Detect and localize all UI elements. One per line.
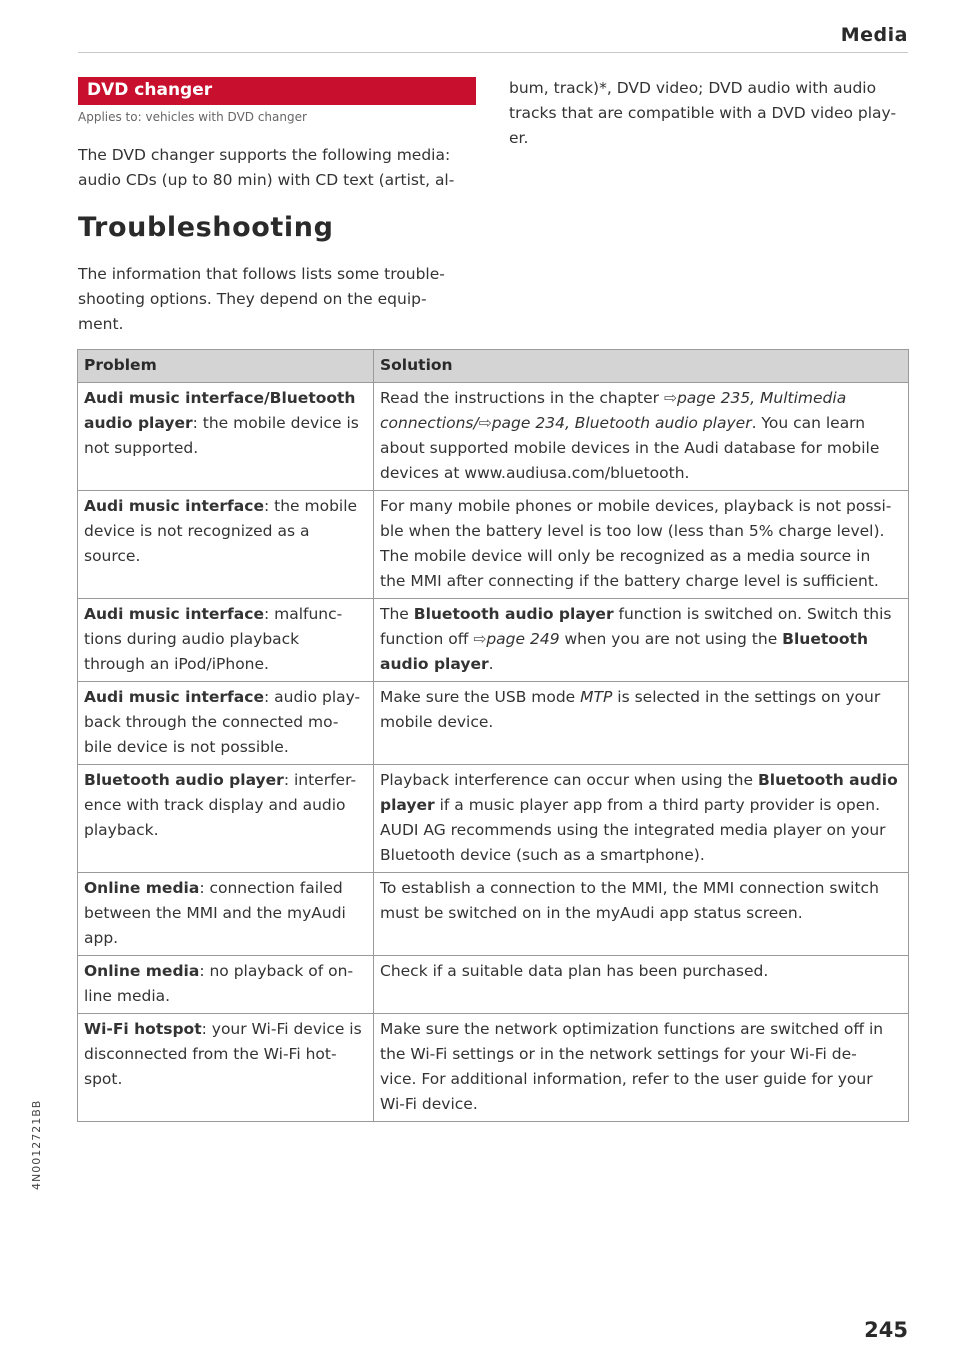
problem-cell bbox=[78, 383, 374, 491]
text-line: The DVD changer supports the following media: bbox=[78, 146, 451, 164]
text-line: tracks that are compatible with a DVD video play- bbox=[509, 104, 897, 122]
problem-text: disconnected from the Wi-Fi hot- bbox=[84, 1045, 337, 1063]
solution-text: Bluetooth device (such as a smartphone). bbox=[380, 846, 705, 864]
problem-text: not supported. bbox=[84, 439, 199, 457]
problem-cell bbox=[78, 491, 374, 599]
solution-term: MTP bbox=[580, 688, 613, 706]
arrow-right-icon: ⇨ bbox=[663, 389, 677, 407]
problem-text: ence with track display and audio bbox=[84, 796, 346, 814]
problem-text: through an iPod/iPhone. bbox=[84, 655, 269, 673]
table-row bbox=[78, 1014, 909, 1122]
solution-text: if a music player app from a third party provider is open. bbox=[434, 796, 881, 814]
solution-keyword: Bluetooth bbox=[782, 630, 868, 648]
solution-text: vice. For additional information, refer to the user guide for your bbox=[380, 1070, 873, 1088]
solution-cell bbox=[374, 682, 909, 765]
problem-text: : no playback of on- bbox=[199, 962, 354, 980]
solution-text: about supported mobile devices in the Audi database for mobile bbox=[380, 439, 880, 457]
troubleshooting-intro bbox=[78, 262, 445, 337]
problem-cell bbox=[78, 956, 374, 1014]
solution-text: Playback interference can occur when using the bbox=[380, 771, 758, 789]
separator: / bbox=[473, 414, 479, 432]
solution-text: mobile device. bbox=[380, 713, 494, 731]
solution-keyword: audio player bbox=[380, 655, 489, 673]
problem-text: : the mobile device is bbox=[192, 414, 359, 432]
column-header-problem: Problem bbox=[78, 350, 374, 383]
solution-text: function off bbox=[380, 630, 474, 648]
solution-text: devices at www.audiusa.com/bluetooth. bbox=[380, 464, 690, 482]
problem-text: : malfunc- bbox=[263, 605, 343, 623]
problem-text: device is not recognized as a bbox=[84, 522, 310, 540]
solution-text: when you are not using the bbox=[559, 630, 783, 648]
text-line: bum, track)*, DVD video; DVD audio with audio bbox=[509, 79, 877, 97]
solution-cell bbox=[374, 383, 909, 491]
arrow-right-icon: ⇨ bbox=[478, 414, 492, 432]
solution-text: function is switched on. Switch this bbox=[613, 605, 892, 623]
problem-text: tions during audio playback bbox=[84, 630, 300, 648]
solution-cell bbox=[374, 765, 909, 873]
solution-text: AUDI AG recommends using the integrated media player on your bbox=[380, 821, 886, 839]
problem-keyword: Bluetooth audio player bbox=[84, 771, 284, 789]
text-line: audio CDs (up to 80 min) with CD text (artist, al- bbox=[78, 171, 455, 189]
problem-text: bile device is not possible. bbox=[84, 738, 289, 756]
solution-text: The mobile device will only be recognized as a media source in bbox=[380, 547, 871, 565]
problem-keyword: Bluetooth bbox=[269, 389, 356, 407]
problem-keyword: Wi-Fi hotspot bbox=[84, 1020, 202, 1038]
table-row bbox=[78, 873, 909, 956]
page-number: 245 bbox=[864, 1318, 908, 1342]
problem-text: app. bbox=[84, 929, 119, 947]
text-line: shooting options. They depend on the equip- bbox=[78, 290, 427, 308]
solution-keyword: Bluetooth audio player bbox=[413, 605, 614, 623]
problem-text: spot. bbox=[84, 1070, 123, 1088]
solution-text: the MMI after connecting if the battery charge level is sufficient. bbox=[380, 572, 879, 590]
solution-text: the Wi-Fi settings or in the network settings for your Wi-Fi de- bbox=[380, 1045, 857, 1063]
solution-cell bbox=[374, 1014, 909, 1122]
troubleshooting-heading: Troubleshooting bbox=[78, 212, 334, 243]
problem-text: line media. bbox=[84, 987, 171, 1005]
text-line: The information that follows lists some trouble- bbox=[78, 265, 445, 283]
solution-text: Check if a suitable data plan has been purchased. bbox=[380, 962, 769, 980]
arrow-right-icon: ⇨ bbox=[473, 630, 487, 648]
document-code: 4N0012721BB bbox=[30, 1099, 43, 1190]
table-header-row bbox=[78, 350, 909, 383]
solution-text: The bbox=[380, 605, 414, 623]
solution-keyword: Bluetooth audio bbox=[757, 771, 898, 789]
problem-text: : connection failed bbox=[199, 879, 343, 897]
section-heading: DVD changer bbox=[87, 80, 213, 100]
solution-text: . You can learn bbox=[751, 414, 866, 432]
solution-text: For many mobile phones or mobile devices, playback is not possi- bbox=[380, 497, 892, 515]
table-row bbox=[78, 383, 909, 491]
solution-text: ble when the battery level is too low (less than 5% charge level). bbox=[380, 522, 885, 540]
problem-text: : the mobile bbox=[263, 497, 358, 515]
problem-keyword: Audi music interface bbox=[84, 497, 264, 515]
solution-cell bbox=[374, 956, 909, 1014]
dvd-intro-paragraph bbox=[78, 143, 454, 193]
problem-cell bbox=[78, 765, 374, 873]
text-line: er. bbox=[509, 129, 529, 147]
page-header-title: Media bbox=[840, 24, 908, 46]
table-row bbox=[78, 599, 909, 682]
problem-text: between the MMI and the myAudi bbox=[84, 904, 346, 922]
column-header-solution: Solution bbox=[374, 350, 909, 383]
solution-text: Read the instructions in the chapter bbox=[380, 389, 664, 407]
solution-text: must be switched on in the myAudi app status screen. bbox=[380, 904, 803, 922]
problem-cell bbox=[78, 1014, 374, 1122]
solution-cell bbox=[374, 599, 909, 682]
table-row bbox=[78, 491, 909, 599]
problem-cell bbox=[78, 599, 374, 682]
table-row bbox=[78, 682, 909, 765]
problem-text: playback. bbox=[84, 821, 159, 839]
problem-text: back through the connected mo- bbox=[84, 713, 339, 731]
solution-keyword: player bbox=[380, 796, 435, 814]
solution-text: Make sure the network optimization functions are switched off in bbox=[380, 1020, 884, 1038]
problem-keyword: Audi music interface bbox=[84, 688, 264, 706]
problem-keyword: audio player bbox=[84, 414, 193, 432]
solution-cell bbox=[374, 873, 909, 956]
table-row bbox=[78, 765, 909, 873]
troubleshooting-table bbox=[77, 349, 909, 1122]
problem-cell bbox=[78, 682, 374, 765]
page-reference-link[interactable]: page 235, Multimedia bbox=[676, 389, 847, 407]
solution-text: Wi-Fi device. bbox=[380, 1095, 478, 1113]
applies-to-note: Applies to: vehicles with DVD changer bbox=[78, 110, 307, 124]
table-row bbox=[78, 956, 909, 1014]
problem-keyword: Audi music interface bbox=[84, 389, 264, 407]
problem-keyword: Audi music interface bbox=[84, 605, 264, 623]
problem-keyword: Online media bbox=[84, 962, 200, 980]
problem-text: : interfer- bbox=[283, 771, 357, 789]
solution-text: . bbox=[488, 655, 494, 673]
section-heading-bar bbox=[78, 77, 476, 105]
text-line: ment. bbox=[78, 315, 124, 333]
page-reference-link[interactable]: page 234, Bluetooth audio player bbox=[491, 414, 752, 432]
dvd-continued-paragraph bbox=[509, 76, 896, 151]
problem-text: : audio play- bbox=[263, 688, 361, 706]
problem-keyword: Online media bbox=[84, 879, 200, 897]
solution-text: Make sure the USB mode bbox=[380, 688, 581, 706]
page-reference-link[interactable]: page 249 bbox=[486, 630, 560, 648]
solution-cell bbox=[374, 491, 909, 599]
problem-text: source. bbox=[84, 547, 141, 565]
separator: / bbox=[263, 389, 270, 407]
problem-text: : your Wi-Fi device is bbox=[201, 1020, 362, 1038]
solution-text: To establish a connection to the MMI, the MMI connection switch bbox=[380, 879, 879, 897]
header-divider bbox=[78, 52, 908, 53]
solution-text: is selected in the settings on your bbox=[612, 688, 881, 706]
problem-cell bbox=[78, 873, 374, 956]
page-reference-link[interactable]: connections bbox=[380, 414, 474, 432]
